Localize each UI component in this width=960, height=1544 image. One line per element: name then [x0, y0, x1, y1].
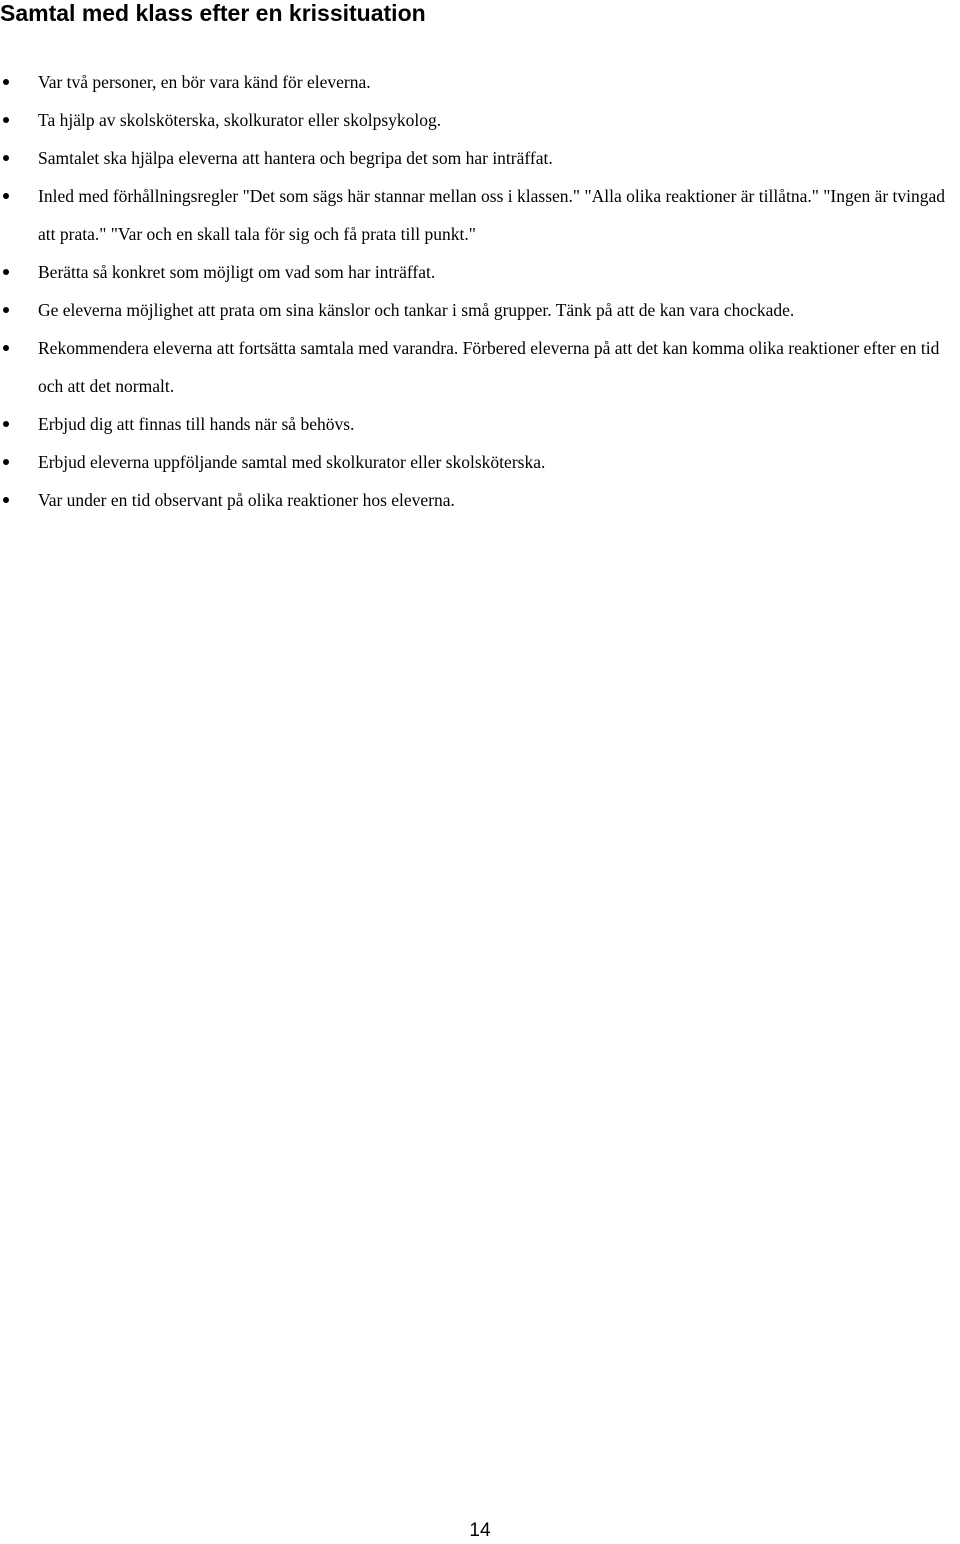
bullet-icon [3, 421, 9, 427]
bullet-icon [3, 117, 9, 123]
list-item-text: Ta hjälp av skolsköterska, skolkurator eller skolpsykolog. [38, 110, 442, 130]
bullet-icon [3, 269, 9, 275]
list-item-text: Rekommendera eleverna att fortsätta samtala med varandra. Förbered eleverna på att det kan komma olika reaktioner efter en tid och att det normalt. [38, 338, 940, 396]
list-item [0, 443, 958, 481]
list-item-text: Samtalet ska hjälpa eleverna att hantera och begripa det som har inträffat. [38, 148, 553, 168]
list-item [0, 101, 958, 139]
list-item-text: Erbjud dig att finnas till hands när så behövs. [38, 414, 355, 434]
list-item [0, 63, 958, 101]
page-heading: Samtal med klass efter en krissituation [0, 0, 426, 26]
list-item [0, 177, 958, 253]
list-item [0, 329, 958, 405]
page-number: 14 [469, 1520, 491, 1541]
list-item-text: Ge eleverna möjlighet att prata om sina känslor och tankar i små grupper. Tänk på att de kan vara chockade. [38, 300, 795, 320]
list-item [0, 481, 958, 519]
list-item-text: Inled med förhållningsregler "Det som sägs här stannar mellan oss i klassen." "Alla olika reaktioner är tillåtna." "Ingen är tvingad att prata." "Var och en skall tala för sig och få prata till punkt." [38, 186, 946, 244]
list-item-text: Var under en tid observant på olika reaktioner hos eleverna. [38, 490, 455, 510]
bullet-icon [3, 497, 9, 503]
list-item-text: Var två personer, en bör vara känd för eleverna. [38, 72, 371, 92]
list-item [0, 139, 958, 177]
bullet-icon [3, 459, 9, 465]
list-item-text: Berätta så konkret som möjligt om vad som har inträffat. [38, 262, 436, 282]
bullet-list [0, 63, 958, 519]
list-item [0, 405, 958, 443]
list-item [0, 253, 958, 291]
list-item [0, 291, 958, 329]
bullet-icon [3, 307, 9, 313]
list-item-text: Erbjud eleverna uppföljande samtal med skolkurator eller skolsköterska. [38, 452, 546, 472]
bullet-icon [3, 345, 9, 351]
bullet-icon [3, 193, 9, 199]
bullet-icon [3, 79, 9, 85]
bullet-icon [3, 155, 9, 161]
